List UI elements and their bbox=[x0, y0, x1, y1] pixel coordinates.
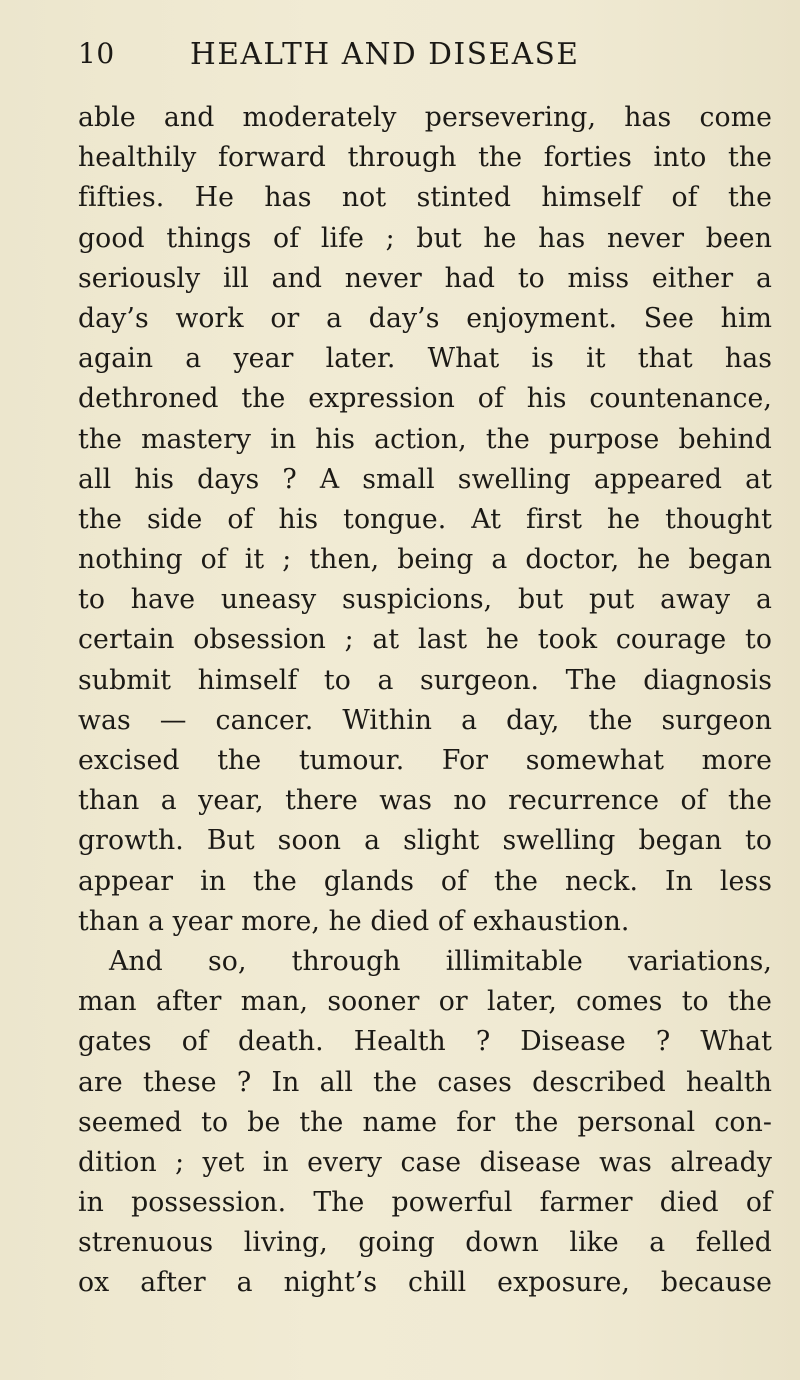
text-line: gates of death. Health ? Disease ? What bbox=[78, 1026, 772, 1058]
text-line: again a year later. What is it that has bbox=[78, 343, 772, 375]
text-line: able and moderately persevering, has come bbox=[78, 102, 772, 133]
text-line: excised the tumour. For somewhat more bbox=[78, 745, 772, 776]
text-line: seemed to be the name for the personal con- bbox=[78, 1106, 772, 1138]
text-line: man after man, sooner or later, comes to the bbox=[78, 986, 772, 1018]
page-number: 10 bbox=[78, 37, 115, 70]
text-line: healthily forward through the forties into the bbox=[78, 142, 772, 174]
text-line: day’s work or a day’s enjoyment. See him bbox=[78, 302, 772, 334]
text-line: certain obsession ; at last he took courage to bbox=[78, 624, 772, 656]
text-line: the side of his tongue. At first he thought bbox=[78, 503, 772, 535]
text-line: ox after a night’s chill exposure, because bbox=[78, 1267, 772, 1299]
body-text bbox=[78, 98, 772, 1304]
text-line: dition ; yet in every case disease was already bbox=[78, 1146, 772, 1178]
text-line: all his days ? A small swelling appeared at bbox=[78, 463, 772, 495]
text-line: seriously ill and never had to miss either a bbox=[78, 262, 772, 294]
text-line: growth. But soon a slight swelling began to bbox=[78, 825, 772, 857]
text-line: submit himself to a surgeon. The diagnosis bbox=[78, 664, 772, 696]
text-line: was — cancer. Within a day, the surgeon bbox=[78, 704, 772, 736]
text-line: the mastery in his action, the purpose behind bbox=[78, 423, 772, 455]
text-line: than a year, there was no recurrence of the bbox=[78, 785, 772, 817]
running-title: HEALTH AND DISEASE bbox=[190, 37, 580, 71]
text-line: good things of life ; but he has never been bbox=[78, 222, 772, 254]
text-line: strenuous living, going down like a felled bbox=[78, 1227, 772, 1259]
text-line: fifties. He has not stinted himself of the bbox=[78, 182, 772, 214]
paragraph-end-line: than a year more, he died of exhaustion. bbox=[78, 905, 630, 937]
text-line: are these ? In all the cases described health bbox=[78, 1066, 772, 1098]
text-line: in possession. The powerful farmer died of bbox=[78, 1187, 772, 1219]
text-line: dethroned the expression of his countenance, bbox=[78, 383, 772, 415]
text-line: appear in the glands of the neck. In less bbox=[78, 865, 772, 897]
text-line: nothing of it ; then, being a doctor, he began bbox=[78, 544, 772, 576]
text-line: to have uneasy suspicions, but put away a bbox=[78, 584, 772, 616]
page-header bbox=[78, 34, 768, 74]
paragraph-start-line: And so, through illimitable variations, bbox=[109, 945, 772, 977]
